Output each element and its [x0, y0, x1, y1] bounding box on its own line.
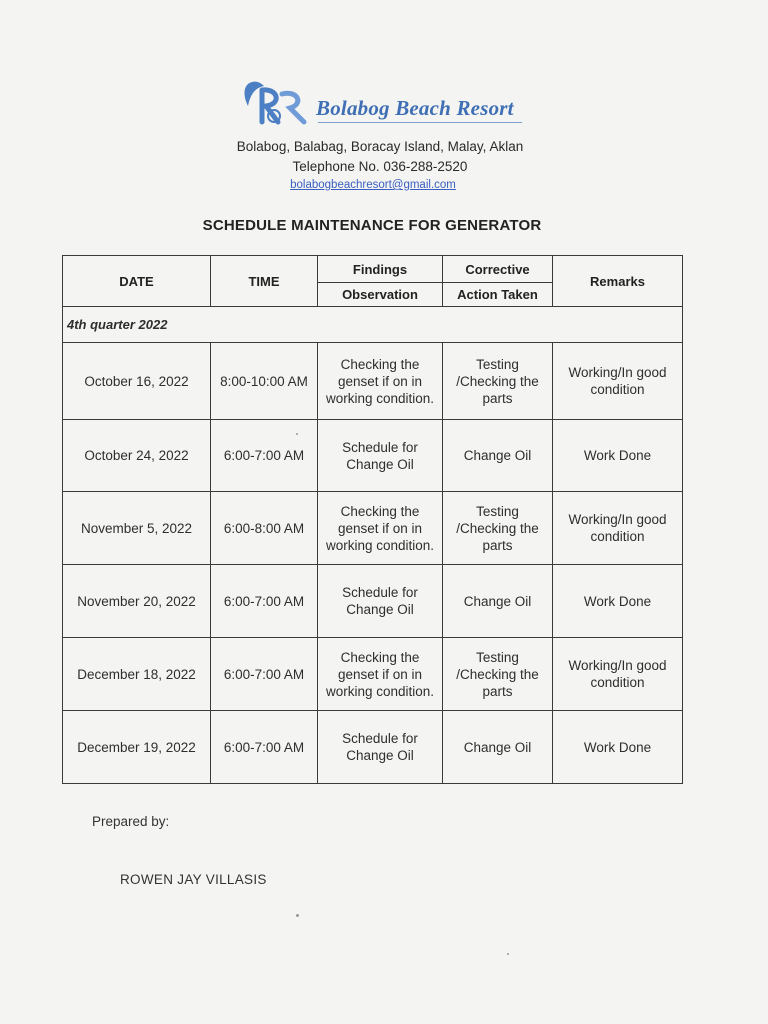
preparer-name: ROWEN JAY VILLASIS: [120, 872, 267, 887]
header-date: DATE: [63, 256, 211, 307]
quarter-row: [63, 307, 683, 343]
cell-remarks: Work Done: [553, 711, 683, 784]
scan-speck: [296, 433, 298, 435]
cell-date: December 18, 2022: [63, 638, 211, 711]
cell-remarks: Work Done: [553, 565, 683, 638]
table-row: [63, 711, 683, 784]
cell-findings: Checking the genset if on in working condition.: [318, 492, 443, 565]
header-corrective: Corrective: [443, 256, 553, 283]
table-row: [63, 420, 683, 492]
header-findings: Findings: [318, 256, 443, 283]
cell-action: Testing /Checking the parts: [443, 343, 553, 420]
cell-time: 6:00-7:00 AM: [211, 420, 318, 492]
table-row: [63, 492, 683, 565]
resort-name: Bolabog Beach Resort: [316, 96, 514, 120]
prepared-by-label: Prepared by:: [92, 814, 170, 829]
cell-time: 6:00-7:00 AM: [211, 565, 318, 638]
table-row: [63, 638, 683, 711]
header-remarks: Remarks: [553, 256, 683, 307]
cell-action: Change Oil: [443, 565, 553, 638]
cell-action: Change Oil: [443, 711, 553, 784]
cell-time: 6:00-8:00 AM: [211, 492, 318, 565]
table-row: [63, 343, 683, 420]
cell-findings: Schedule for Change Oil: [318, 420, 443, 492]
cell-action: Change Oil: [443, 420, 553, 492]
header-observation: Observation: [318, 283, 443, 307]
header-action-taken: Action Taken: [443, 283, 553, 307]
cell-action: Testing /Checking the parts: [443, 492, 553, 565]
cell-findings: Schedule for Change Oil: [318, 711, 443, 784]
cell-time: 8:00-10:00 AM: [211, 343, 318, 420]
cell-date: October 16, 2022: [63, 343, 211, 420]
cell-time: 6:00-7:00 AM: [211, 711, 318, 784]
cell-findings: Schedule for Change Oil: [318, 565, 443, 638]
table-header-row: [63, 256, 683, 283]
resort-logo: [238, 76, 318, 128]
cell-remarks: Working/In good condition: [553, 343, 683, 420]
cell-date: November 20, 2022: [63, 565, 211, 638]
resort-address: Bolabog, Balabag, Boracay Island, Malay, Aklan: [236, 139, 524, 154]
cell-date: November 5, 2022: [63, 492, 211, 565]
cell-action: Testing /Checking the parts: [443, 638, 553, 711]
cell-date: December 19, 2022: [63, 711, 211, 784]
cell-time: 6:00-7:00 AM: [211, 638, 318, 711]
resort-email-link[interactable]: bolabogbeachresort@gmail.com: [290, 179, 456, 191]
cell-findings: Checking the genset if on in working condition.: [318, 343, 443, 420]
document-title: SCHEDULE MAINTENANCE FOR GENERATOR: [202, 217, 542, 234]
quarter-label: 4th quarter 2022: [63, 307, 683, 343]
cell-date: October 24, 2022: [63, 420, 211, 492]
cell-findings: Checking the genset if on in working condition.: [318, 638, 443, 711]
header-time: TIME: [211, 256, 318, 307]
resort-name-underline: [318, 122, 522, 123]
scan-speck: [296, 914, 299, 917]
resort-telephone: Telephone No. 036-288-2520: [292, 159, 468, 174]
cell-remarks: Work Done: [553, 420, 683, 492]
table-row: [63, 565, 683, 638]
scan-speck: [507, 953, 509, 955]
maintenance-schedule-table: [62, 255, 683, 784]
cell-remarks: Working/In good condition: [553, 638, 683, 711]
cell-remarks: Working/In good condition: [553, 492, 683, 565]
